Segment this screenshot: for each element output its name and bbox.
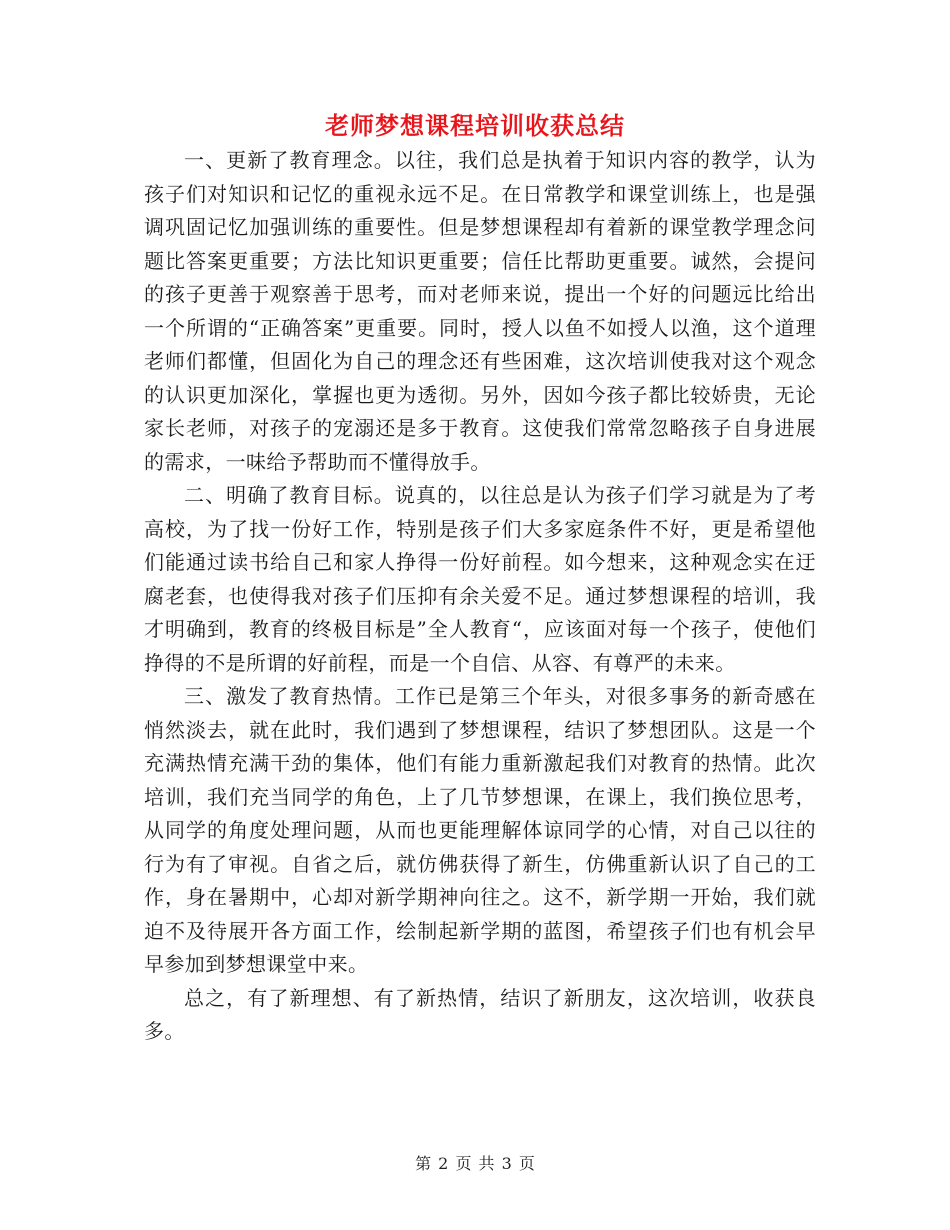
paragraph-3: 三、激发了教育热情。工作已是第三个年头，对很多事务的新奇感在悄然淡去，就在此时，我们遇到了梦想课程，结识了梦想团队。这是一个充满热情充满干劲的集体，他们有能力重新激起我们对教育的热情。此次培训，我们充当同学的角色，上了几节梦想课，在课上，我们换位思考，从同学的角度处理问题，从而也更能理解体谅同学的心情，对自己以往的行为有了审视。自省之后，就仿佛获得了新生，仿佛重新认识了自己的工作，身在暑期中，心却对新学期神向往之。这不，新学期一开始，我们就迫不及待展开各方面工作，绘制起新学期的蓝图，希望孩子们也有机会早早参加到梦想课堂中来。: [144, 684, 816, 976]
paragraph-4: 总之，有了新理想、有了新热情，结识了新朋友，这次培训，收获良多。: [144, 985, 816, 1043]
paragraph-1: 一、更新了教育理念。以往，我们总是执着于知识内容的教学，认为孩子们对知识和记忆的重视永远不足。在日常教学和课堂训练上，也是强调巩固记忆加强训练的重要性。但是梦想课程却有着新的课堂教学理念问题比答案更重要；方法比知识更重要；信任比帮助更重要。诚然，会提问的孩子更善于观察善于思考，而对老师来说，提出一个好的问题远比给出一个所谓的“正确答案”更重要。同时，授人以鱼不如授人以渔，这个道理老师们都懂，但固化为自己的理念还有些困难，这次培训使我对这个观念的认识更加深化，掌握也更为透彻。另外，因如今孩子都比较娇贵，无论家长老师，对孩子的宠溺还是多于教育。这使我们常常忽略孩子自身进展的需求，一味给予帮助而不懂得放手。: [144, 148, 816, 474]
paragraph-2: 二、明确了教育目标。说真的，以往总是认为孩子们学习就是为了考高校，为了找一份好工作，特别是孩子们大多家庭条件不好，更是希望他们能通过读书给自己和家人挣得一份好前程。如今想来，这种观念实在迂腐老套，也使得我对孩子们压抑有余关爱不足。通过梦想课程的培训，我才明确到，教育的终极目标是”全人教育“，应该面对每一个孩子，使他们挣得的不是所谓的好前程，而是一个自信、从容、有尊严的未来。: [144, 483, 816, 675]
document-title: 老师梦想课程培训收获总结: [325, 111, 625, 140]
document-body: [144, 144, 816, 1049]
page-number-footer: 第 2 页 共 3 页: [415, 1154, 535, 1173]
